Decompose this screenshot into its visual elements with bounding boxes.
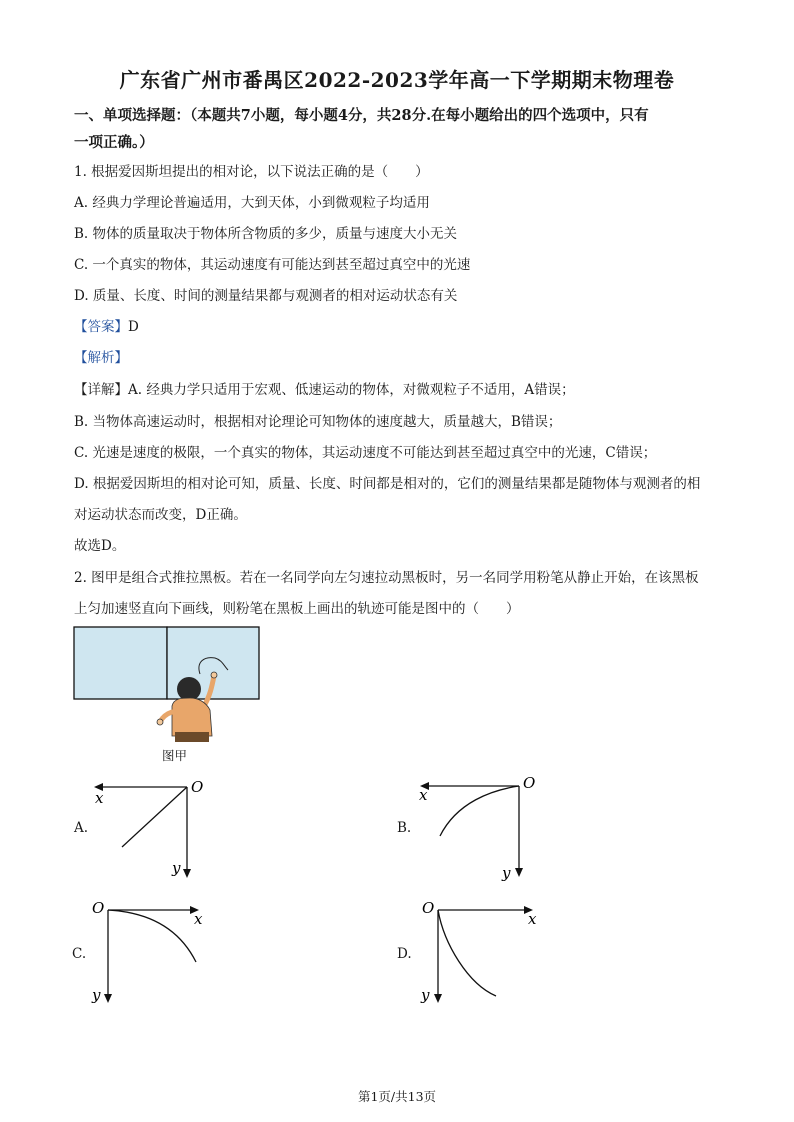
y-axis-label: y: [92, 986, 101, 1004]
answer-tag: 【答案】: [74, 319, 128, 335]
x-axis-label: x: [194, 910, 203, 928]
student-left-hand: [157, 719, 163, 725]
q2-option-d-graph: [420, 896, 550, 1011]
origin-label: O: [92, 899, 105, 917]
section-heading-line2: 一项正确。）: [74, 134, 154, 151]
origin-label: O: [523, 774, 536, 792]
q1-detail-b: B. 当物体高速运动时，根据相对论理论可知物体的速度越大，质量越大，B错误；: [74, 414, 562, 430]
y-arrow-icon: [434, 994, 442, 1003]
q1-option-b: B. 物体的质量取决于物体所含物质的多少，质量与速度大小无关: [74, 226, 458, 242]
x-axis-label: x: [95, 789, 104, 807]
x-axis-label: x: [419, 786, 428, 804]
trajectory-b: [440, 786, 519, 836]
answer-value: D: [128, 319, 139, 335]
x-axis-label: x: [528, 910, 537, 928]
student-hand: [211, 672, 217, 678]
origin-label: O: [191, 778, 204, 796]
detail-a-text: A. 经典力学只适用于宏观、低速运动的物体，对微观粒子不适用，A错误；: [128, 382, 575, 398]
trajectory-c: [108, 910, 196, 962]
page-title: 广东省广州市番禺区2022-2023学年高一下学期期末物理卷: [119, 68, 675, 92]
q2-option-c-graph: [86, 896, 216, 1011]
q2-stem-line1: 2. 图甲是组合式推拉黑板。若在一名同学向左匀速拉动黑板时，另一名同学用粉笔从静止开始，在该黑板: [74, 570, 699, 586]
q1-option-a: A. 经典力学理论普遍适用，大到天体，小到微观粒子均适用: [74, 195, 430, 211]
q2-stem-line2: 上匀加速竖直向下画线，则粉笔在黑板上画出的轨迹可能是图中的（ ）: [74, 601, 520, 617]
y-axis-label: y: [502, 864, 511, 882]
y-arrow-icon: [104, 994, 112, 1003]
q2-option-c-label: C.: [72, 946, 87, 962]
trajectory-d: [438, 910, 496, 996]
y-arrow-icon: [183, 869, 191, 878]
blackboard-figure: [72, 626, 262, 746]
y-arrow-icon: [515, 868, 523, 877]
board-left-panel: [74, 627, 167, 699]
y-axis-label: y: [421, 986, 430, 1004]
origin-label: O: [422, 899, 435, 917]
figure-caption: 图甲: [162, 748, 188, 763]
section-heading-line1: 一、单项选择题：（本题共7小题，每小题4分，共28分.在每小题给出的四个选项中，只有: [74, 107, 649, 124]
student-pants: [175, 732, 209, 742]
q1-detail-d-line1: D. 根据爱因斯坦的相对论可知，质量、长度、时间都是相对的，它们的测量结果都是随物体与观测者的相: [74, 476, 701, 492]
q1-stem: 1. 根据爱因斯坦提出的相对论，以下说法正确的是（ ）: [74, 164, 429, 180]
q1-option-c: C. 一个真实的物体，其运动速度有可能达到甚至超过真空中的光速: [74, 257, 471, 273]
y-axis-label: y: [172, 859, 181, 877]
q1-conclusion: 故选D。: [74, 538, 126, 554]
q2-option-a-label: A.: [74, 820, 89, 836]
q2-option-b-label: B.: [397, 820, 412, 836]
detail-tag: 【详解】: [74, 382, 128, 398]
page-footer: 第1页/共13页: [357, 1089, 437, 1104]
trajectory-a: [122, 787, 187, 847]
q2-option-a-graph: [88, 775, 208, 885]
q1-detail-a: [74, 378, 575, 398]
student-hair: [177, 677, 201, 701]
q1-detail-d-line2: 对运动状态而改变，D正确。: [74, 507, 247, 523]
q1-option-d: D. 质量、长度、时间的测量结果都与观测者的相对运动状态有关: [74, 288, 458, 304]
q1-answer: [74, 315, 139, 335]
analysis-tag: 【解析】: [74, 350, 128, 366]
q2-option-b-graph: [412, 772, 542, 884]
q1-detail-c: C. 光速是速度的极限，一个真实的物体，其运动速度不可能达到甚至超过真空中的光速，C错误；: [74, 445, 657, 461]
q2-option-d-label: D.: [397, 946, 412, 962]
